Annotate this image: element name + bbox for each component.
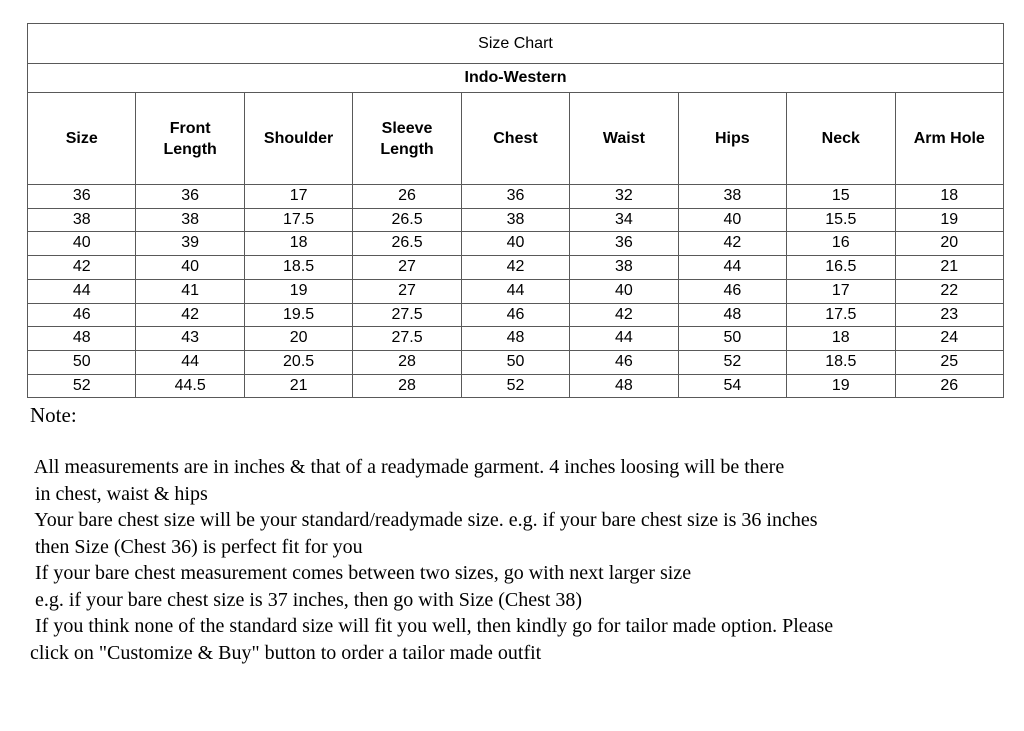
table-cell: 18 [787,327,895,351]
table-cell: 25 [895,350,1004,374]
table-cell: 17.5 [244,208,352,232]
table-cell: 21 [895,256,1004,280]
table-cell: 38 [461,208,569,232]
table-body [28,185,1004,398]
table-cell: 19 [787,374,895,398]
column-header-label: Arm Hole [913,130,985,147]
note-section [30,402,1015,666]
table-cell: 38 [570,256,678,280]
table-cell: 42 [570,303,678,327]
column-header-label: Hips [715,130,750,147]
table-cell: 17 [787,279,895,303]
table-cell: 41 [136,279,244,303]
note-line: If you think none of the standard size will fit you well, then kindly go for tailor made option. Please [30,615,834,637]
table-cell: 40 [678,208,786,232]
table-row [28,256,1004,280]
table-cell: 27.5 [353,303,461,327]
note-line: All measurements are in inches & that of a readymade garment. 4 inches loosing will be there [30,456,785,478]
column-header-row [28,93,1004,185]
table-cell: 50 [678,327,786,351]
title-row [28,24,1004,64]
table-cell: 44 [678,256,786,280]
table-cell: 19 [244,279,352,303]
table-cell: 18 [895,185,1004,209]
column-header-waist [570,93,678,185]
table-cell: 44 [136,350,244,374]
note-line: in chest, waist & hips [30,482,208,505]
table-cell: 23 [895,303,1004,327]
table-cell: 39 [136,232,244,256]
table-cell: 27 [353,256,461,280]
table-cell: 28 [353,350,461,374]
table-cell: 42 [28,256,136,280]
table-cell: 18.5 [787,350,895,374]
table-cell: 26 [895,374,1004,398]
table-cell: 15.5 [787,208,895,232]
table-cell: 17.5 [787,303,895,327]
column-header-shoulder [244,93,352,185]
table-cell: 22 [895,279,1004,303]
column-header-chest [461,93,569,185]
table-cell: 32 [570,185,678,209]
table-cell: 52 [678,350,786,374]
table-cell: 19.5 [244,303,352,327]
table-cell: 40 [136,256,244,280]
table-cell: 44 [28,279,136,303]
table-cell: 52 [461,374,569,398]
column-header-arm-hole [895,93,1004,185]
table-cell: 19 [895,208,1004,232]
column-header-sleeve-length [353,93,461,185]
table-cell: 36 [136,185,244,209]
column-header-label: Size [65,130,98,147]
column-header-size [28,93,136,185]
table-cell: 36 [28,185,136,209]
table-cell: 40 [28,232,136,256]
table-cell: 54 [678,374,786,398]
table-cell: 28 [353,374,461,398]
table-cell: 44.5 [136,374,244,398]
table-cell: 20 [895,232,1004,256]
subtitle-row [28,64,1004,93]
table-row [28,185,1004,209]
table-cell: 18.5 [244,256,352,280]
size-chart-table [27,23,1004,398]
table-row [28,374,1004,398]
table-cell: 21 [244,374,352,398]
table-cell: 50 [28,350,136,374]
note-lines [30,454,1015,666]
table-row [28,208,1004,232]
table-cell: 48 [461,327,569,351]
column-header-label: Shoulder [263,130,334,147]
table-cell: 42 [461,256,569,280]
table-row [28,232,1004,256]
note-line: click on "Customize & Buy" button to order a tailor made outfit [30,641,542,664]
table-cell: 48 [570,374,678,398]
note-line: e.g. if your bare chest size is 37 inches, then go with Size (Chest 38) [30,588,583,611]
column-header-label: Front Length [163,119,217,158]
table-cell: 38 [678,185,786,209]
table-row [28,350,1004,374]
table-cell: 24 [895,327,1004,351]
table-cell: 18 [244,232,352,256]
column-header-label: Waist [602,130,645,147]
column-header-label: Neck [821,130,860,147]
table-cell: 27 [353,279,461,303]
table-cell: 46 [570,350,678,374]
table-row [28,303,1004,327]
note-line: If your bare chest measurement comes between two sizes, go with next larger size [30,562,692,584]
table-row [28,327,1004,351]
table-cell: 48 [678,303,786,327]
table-title: Size Chart [28,24,1004,64]
table-cell: 46 [678,279,786,303]
column-header-label: Chest [493,130,538,147]
note-line: then Size (Chest 36) is perfect fit for you [30,535,363,558]
table-cell: 20 [244,327,352,351]
table-subtitle: Indo-Western [28,64,1004,93]
table-cell: 44 [570,327,678,351]
table-cell: 27.5 [353,327,461,351]
table-cell: 20.5 [244,350,352,374]
table-cell: 52 [28,374,136,398]
table-cell: 17 [244,185,352,209]
table-cell: 40 [461,232,569,256]
table-cell: 43 [136,327,244,351]
table-cell: 34 [570,208,678,232]
column-header-front-length [136,93,244,185]
table-cell: 26.5 [353,208,461,232]
table-cell: 16 [787,232,895,256]
table-cell: 46 [461,303,569,327]
table-cell: 48 [28,327,136,351]
table-cell: 36 [570,232,678,256]
table-cell: 44 [461,279,569,303]
table-cell: 26 [353,185,461,209]
column-header-hips [678,93,786,185]
table-cell: 26.5 [353,232,461,256]
column-header-neck [787,93,895,185]
column-header-label: Sleeve Length [380,119,434,158]
table-row [28,279,1004,303]
table-cell: 50 [461,350,569,374]
table-cell: 40 [570,279,678,303]
table-cell: 38 [136,208,244,232]
table-cell: 15 [787,185,895,209]
note-line: Your bare chest size will be your standard/readymade size. e.g. if your bare chest size is 36 inches [30,509,818,531]
table-cell: 46 [28,303,136,327]
table-cell: 16.5 [787,256,895,280]
table-cell: 36 [461,185,569,209]
table-cell: 42 [136,303,244,327]
note-label: Note: [30,403,77,427]
table-cell: 38 [28,208,136,232]
table-cell: 42 [678,232,786,256]
